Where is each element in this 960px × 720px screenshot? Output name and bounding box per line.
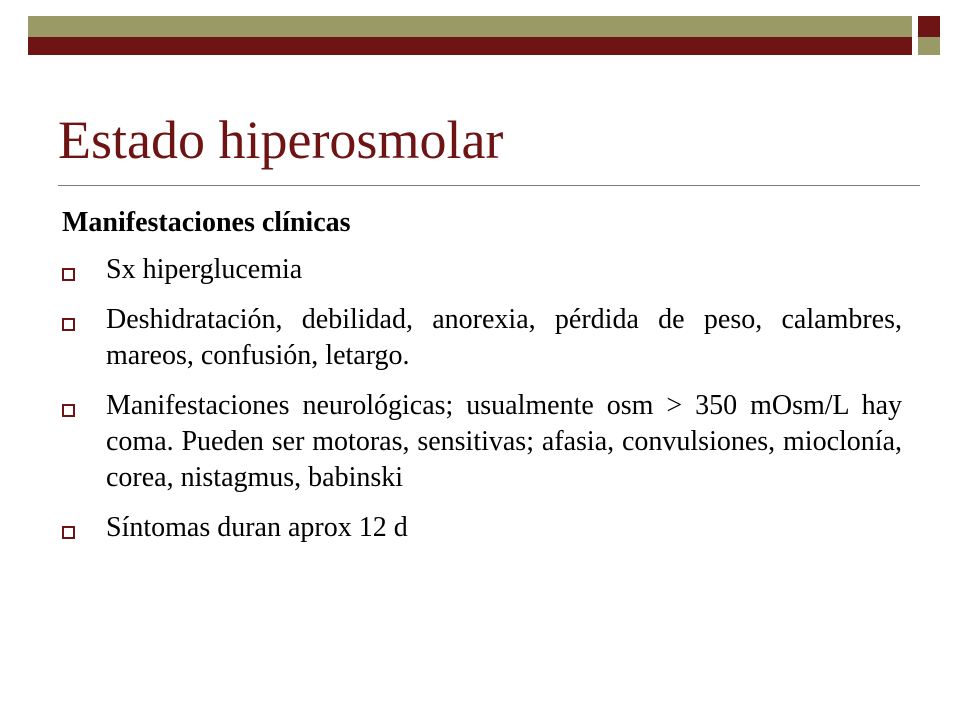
- title-divider: [58, 185, 920, 186]
- corner-square-bottom: [918, 37, 940, 55]
- hollow-square-icon: [62, 526, 75, 539]
- header-bar-olive: [28, 16, 912, 37]
- corner-square-top: [918, 16, 940, 37]
- hollow-square-icon: [62, 318, 75, 331]
- bullet-item: [62, 302, 902, 374]
- bullet-text: Sx hiperglucemia: [106, 254, 303, 285]
- bullet-text: Manifestaciones neurológicas; usualmente osm > 350 mOsm/L hay coma. Pueden ser motoras, sensitivas; afasia, convulsiones, mioclonía, corea, nistagmus, babinski: [106, 390, 902, 493]
- bullet-list: [62, 252, 902, 560]
- bullet-item: [62, 252, 902, 288]
- bullet-item: [62, 388, 902, 496]
- hollow-square-icon: [62, 268, 75, 281]
- header-bar-maroon: [28, 37, 912, 55]
- hollow-square-icon: [62, 404, 75, 417]
- slide-title: Estado hiperosmolar: [58, 110, 504, 170]
- bullet-text: Deshidratación, debilidad, anorexia, pérdida de peso, calambres, mareos, confusión, letargo.: [106, 304, 902, 371]
- slide-subtitle: Manifestaciones clínicas: [62, 207, 351, 238]
- bullet-text: Síntomas duran aprox 12 d: [106, 512, 408, 543]
- bullet-item: [62, 510, 902, 546]
